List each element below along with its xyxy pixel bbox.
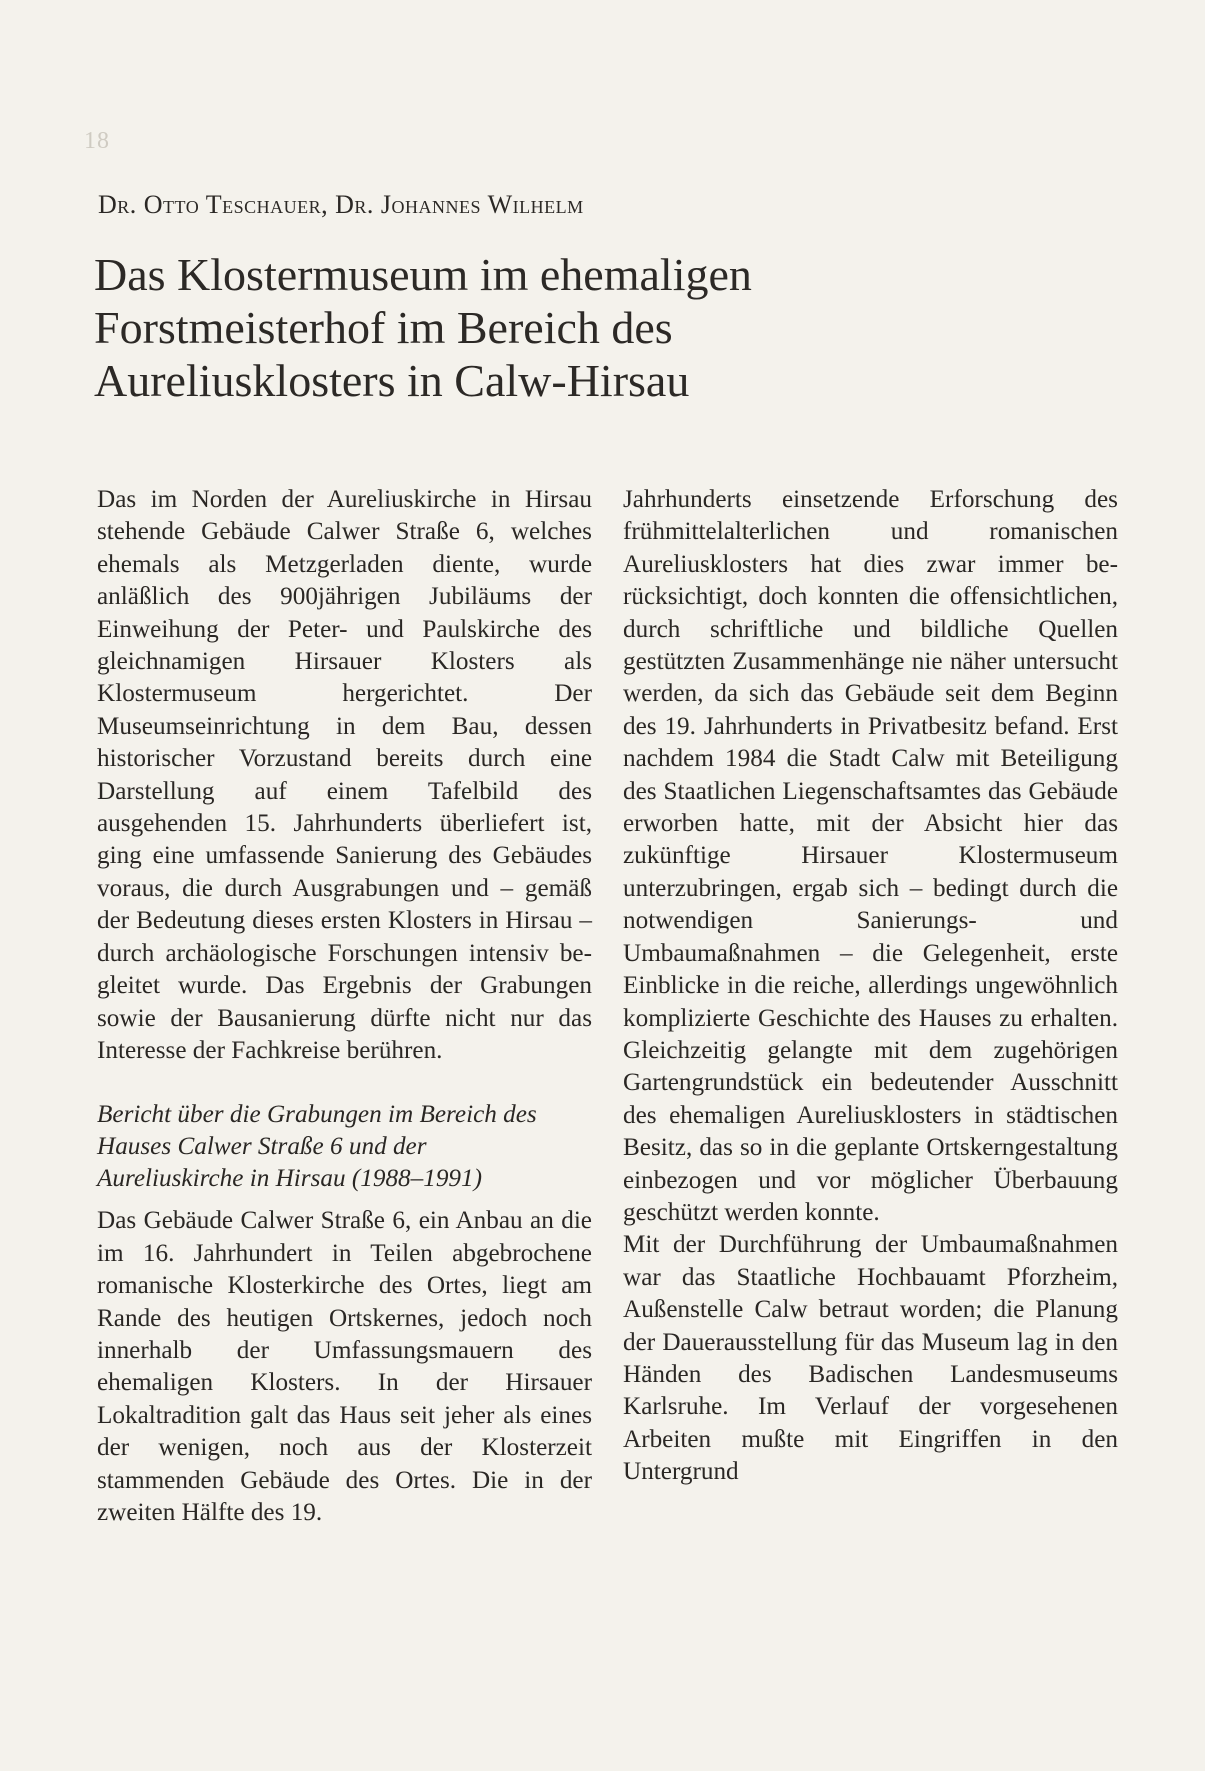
left-column: [97, 484, 592, 1529]
section-heading-line: Aureliuskirche in Hirsau (1988–1991): [97, 1165, 482, 1193]
page-number: 18: [84, 128, 110, 154]
article-title-line: Forstmeisterhof im Bereich des: [94, 302, 673, 353]
right-paragraph-2: Mit der Durchführung der Umbaumaßnahmen war das Staatliche Hochbauamt Pforzheim, Außenstelle Calw betraut worden; die Planung der Dauerausstellung für das Museum lag in den Händen des Badischen Landesmuseums Karlsruhe. Im Verlauf der vorgesehenen Arbeiten mußte mit Eingriffen in den Untergrund: [623, 1231, 1118, 1486]
section-paragraph: Das Gebäude Calwer Straße 6, ein Anbau an die im 16. Jahrhundert in Teilen abgebrochene romanische Klosterkirche des Ortes, liegt am Rande des heutigen Ortskernes, jedoch noch innerhalb der Umfassungsmauern des ehemaligen Klosters. In der Hirsauer Lokaltradition galt das Haus seit jeher als eines der wenigen, noch aus der Klosterzeit stammenden Gebäude des Ortes. Die in der zweiten Hälfte des 19.: [97, 1207, 592, 1526]
article-title: [94, 248, 1154, 407]
intro-paragraph: Das im Norden der Aureliuskirche in Hirsau stehende Gebäude Calwer Straße 6, welches ehemals als Metzgerladen diente, wurde anläßlich des 900jährigen Jubiläums der Einweihung der Peter- und Paulskirche des gleichnamigen Hirsauer Klosters als Klostermuseum hergerichtet. Der Museumseinrichtung in dem Bau, dessen historischer Vorzustand bereits durch eine Darstellung auf einem Tafelbild des ausgehenden 15. Jahrhunderts überliefert ist, ging eine umfassende Sanierung des Gebäudes voraus, die durch Ausgrabungen und – gemäß der Bedeutung dieses ersten Klosters in Hirsau – durch archäologische Forschungen intensiv begleitet wurde. Das Ergebnis der Grabungen sowie der Bausanierung dürfte nicht nur das Interesse der Fachkreise berühren.: [97, 486, 592, 1064]
article-title-line: Das Klostermuseum im ehemaligen: [94, 249, 752, 300]
article-title-line: Aureliusklosters in Calw-Hirsau: [94, 355, 690, 406]
section-heading: [97, 1099, 592, 1195]
section-heading-line: Hauses Calwer Straße 6 und der: [97, 1133, 427, 1161]
right-paragraph-1: Jahrhunderts einsetzende Erforschung des frühmittelalterlichen und romanischen Aureliusklosters hat dies zwar immer berücksichtigt, doch konnten die offensichtlichen, durch schriftliche und bildliche Quellen gestützten Zusammenhänge nie näher untersucht werden, da sich das Gebäude seit dem Beginn des 19. Jahrhunderts in Privatbesitz befand. Erst nachdem 1984 die Stadt Calw mit Beteiligung des Staatlichen Liegenschaftsamtes das Gebäude erworben hatte, mit der Absicht hier das zukünftige Hirsauer Klostermuseum unterzubringen, ergab sich – bedingt durch die notwendigen Sanierungs- und Umbaumaßnahmen – die Gelegenheit, erste Einblicke in die reiche, allerdings ungewöhnlich komplizierte Geschichte des Hauses zu erhalten. Gleichzeitig gelangte mit dem zugehörigen Gartengrundstück ein bedeutender Ausschnitt des ehemaligen Aureliusklosters in städtischen Besitz, das so in die geplante Ortskerngestaltung einbezogen und vor möglicher Überbauung geschützt werden konnte.: [623, 486, 1118, 1226]
section-heading-line: Bericht über die Grabungen im Bereich des: [97, 1101, 537, 1129]
right-column: [623, 484, 1118, 1489]
article-authors: Dr. Otto Teschauer, Dr. Johannes Wilhelm: [98, 190, 584, 219]
